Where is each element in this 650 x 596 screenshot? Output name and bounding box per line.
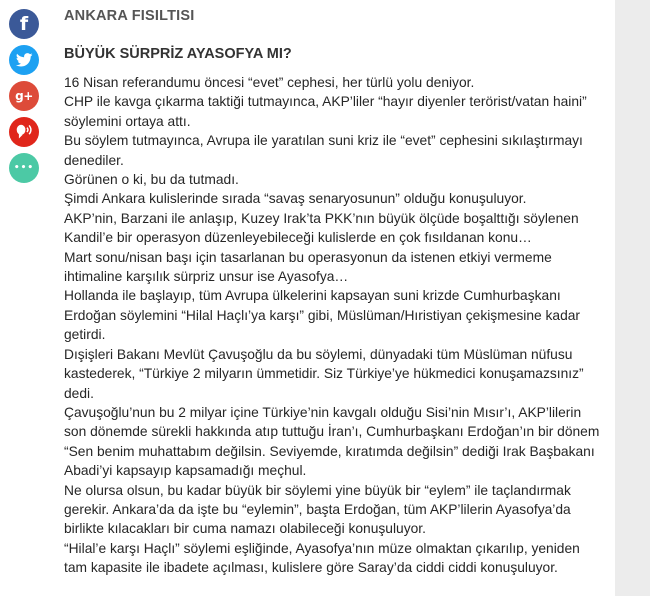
paragraph: “Hilal’e karşı Haçlı” söylemi eşliğinde, Ayasofya’nın müze olmaktan çıkarılıp, yeniden tam kapasite ile ibadete açılması, kulislere göre Saray’da ciddi ciddi konuşuluyor. [64, 540, 580, 576]
paragraph: CHP ile kavga çıkarma taktiği tutmayınca, AKP’liler “hayır diyenler terörist/vatan haini” söylemini ortaya attı. [64, 94, 587, 129]
paragraph: Mart sonu/nisan başı için tasarlanan bu operasyonun da istenen etkiyi vermeme ihtimaline karşılık sürpriz unsur ise Ayasofya… [64, 249, 552, 285]
facebook-icon: f [19, 13, 29, 35]
paragraph: Görünen o ki, bu da tutmadı. [64, 172, 239, 188]
paragraph: AKP’nin, Barzani ile anlaşıp, Kuzey Irak’ta PKK’nın büyük ölçüde boşalttığı söylenen Kandil’e bir operasyon düzenleyebileceği kulislerde en çok fısıldanan konu… [64, 210, 579, 246]
paragraph: Bu söylem tutmayınca, Avrupa ile yaratılan suni kriz ile “evet” cephesini sıkılaştırmayı denediler. [64, 133, 583, 168]
twitter-share-button[interactable] [9, 45, 39, 75]
google-plus-share-button[interactable] [9, 81, 39, 111]
share-bar [9, 9, 43, 189]
article-body [64, 73, 600, 578]
speak-button[interactable] [9, 117, 39, 147]
paragraph: Dışişleri Bakanı Mevlüt Çavuşoğlu da bu söylemi, dünyadaki tüm Müslüman nüfusu kastederek, “Türkiye 2 milyarın ümmetidir. Siz Türkiye’ye hükmedici konuşamazsınız” dedi. [64, 346, 584, 401]
paragraph: Ne olursa olsun, bu kadar büyük bir söylemi yine büyük bir “eylem” ile taçlandırmak gerekir. Ankara’da da işte bu “eylemin”, başta Erdoğan, tüm AKP’lilerin Ayasofya’da birlikte kılacakları bir cuma namazı olabileceği konuşuluyor. [64, 482, 571, 537]
headline: BÜYÜK SÜRPRİZ AYASOFYA MI? [64, 46, 292, 62]
more-icon: ••• [13, 163, 35, 173]
speak-icon [15, 124, 33, 140]
google-plus-icon: g+ [15, 89, 33, 103]
right-side-panel [615, 0, 650, 596]
more-share-button[interactable] [9, 153, 39, 183]
paragraph: Şimdi Ankara kulislerinde sırada “savaş senaryosunun” olduğu konuşuluyor. [64, 191, 527, 207]
paragraph: Çavuşoğlu’nun bu 2 milyar içine Türkiye’nin kavgalı olduğu Sisi’nin Mısır’ı, AKP’lilerin son dönemde sürekli hakkında atıp tuttuğu İran’ı, Cumhurbaşkanı Erdoğan’ın bir dönem “Sen benim muhattabım değilsin. Seviyemde, kıratımda değilsin” dediği Irak Başbakanı Abadi’yi kapsayıp kapsamadığı meçhul. [64, 404, 600, 479]
paragraph: Hollanda ile başlayıp, tüm Avrupa ülkelerini kapsayan suni krizde Cumhurbaşkanı Erdoğan söylemini “Hilal Haçlı’ya karşı” gibi, Müslüman/Hıristiyan çekişmesine kadar getirdi. [64, 288, 581, 343]
facebook-share-button[interactable] [9, 9, 39, 39]
article [64, 6, 600, 578]
paragraph: 16 Nisan referandumu öncesi “evet” cephesi, her türlü yolu deniyor. [64, 75, 475, 90]
section-title: ANKARA FISILTISI [64, 8, 195, 24]
twitter-icon [16, 53, 33, 67]
